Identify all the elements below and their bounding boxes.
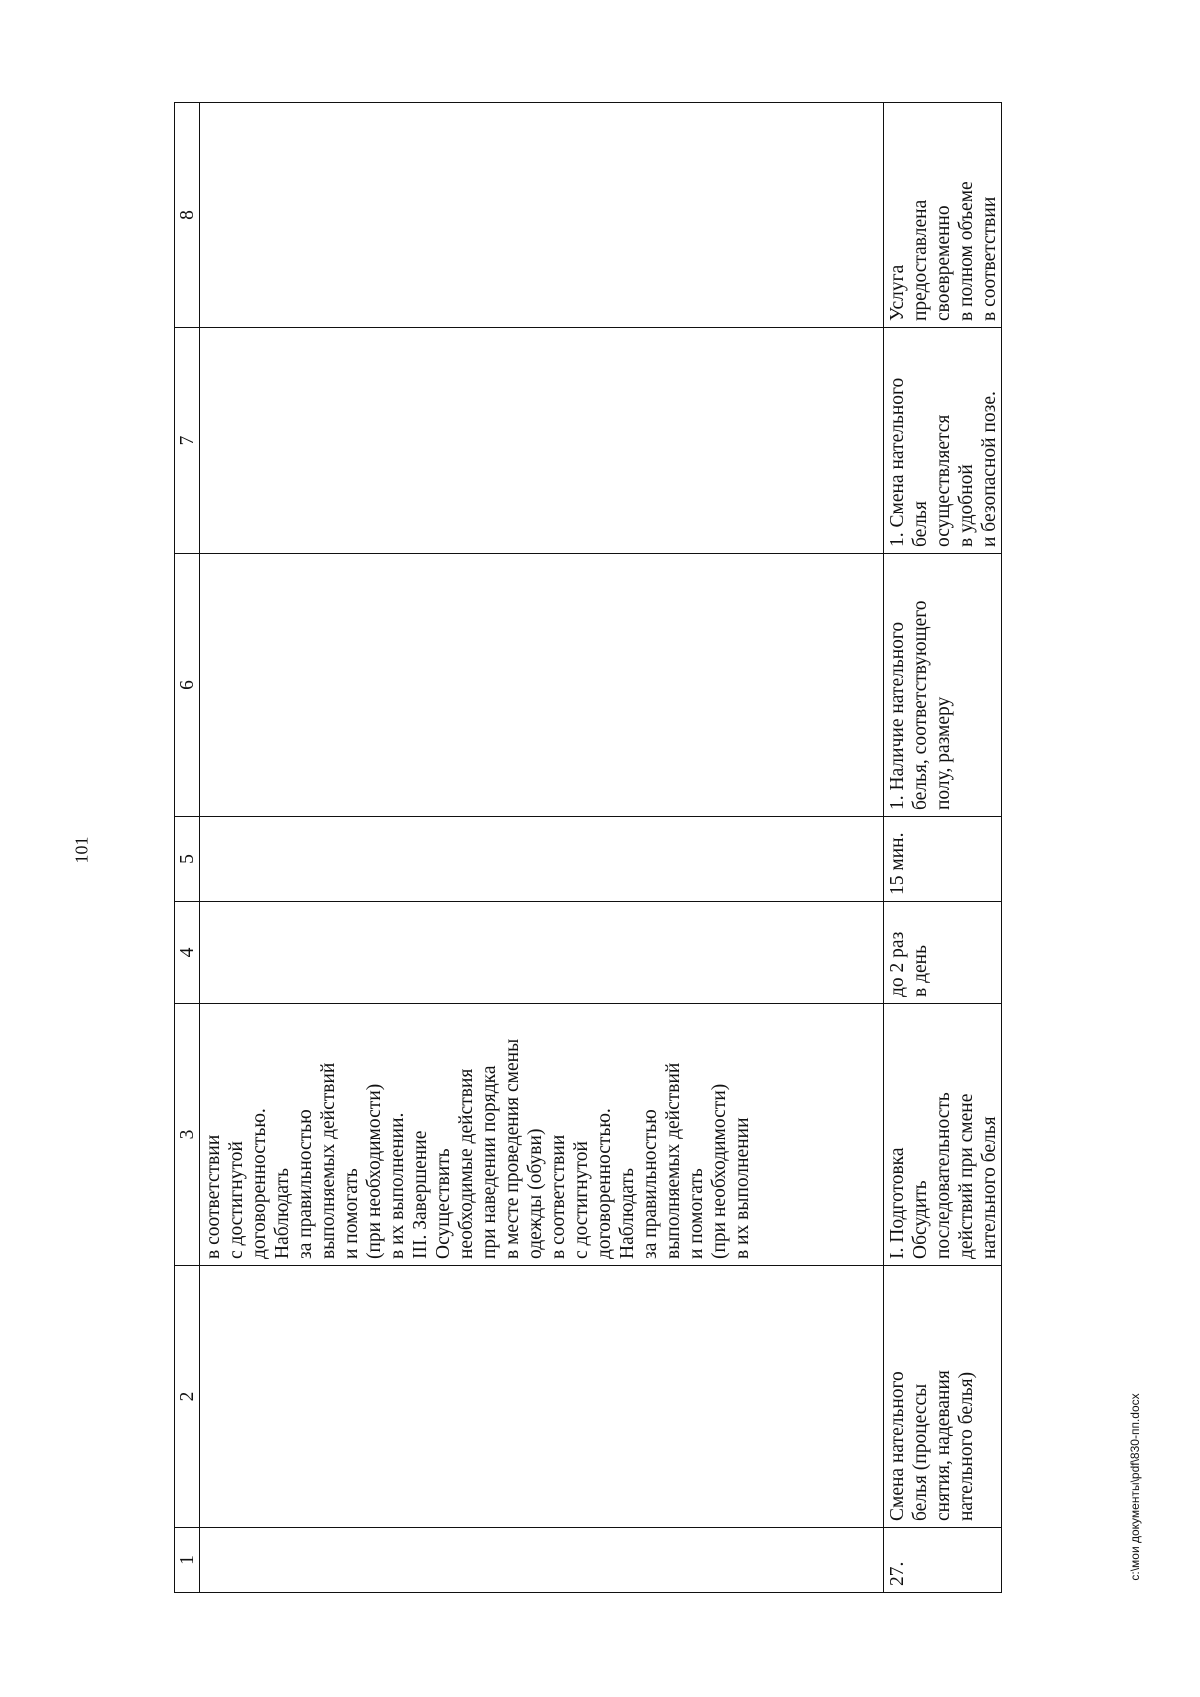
cell-text-line: и помогать [686, 1168, 707, 1259]
cell-text-line: необходимые действия [456, 1068, 477, 1259]
cell-text-line: и помогать [341, 1168, 362, 1259]
cell-text-line: Осуществить [433, 1148, 454, 1259]
col-header-1: 1 [175, 1528, 200, 1593]
cell-text-line: осуществляется [933, 414, 954, 547]
cont-cell-4 [200, 902, 884, 1004]
document-path-footer: c:\мои документы\pdf\830-пп.docx [1128, 1393, 1142, 1581]
cell-text-line: за правильностью [640, 1109, 661, 1259]
cell-text-line: (при необходимости) [709, 1083, 730, 1259]
cont-cell-3 [200, 1004, 884, 1266]
cell-text-line: одежды (обуви) [525, 1128, 546, 1259]
col-header-5: 5 [175, 817, 200, 902]
cell-text-line: последовательность [933, 1092, 954, 1259]
table-row-27 [884, 103, 1002, 1593]
cell-text-line: белья, соответствующего [910, 600, 931, 810]
cell-text-line: снятия, надевания [933, 1370, 954, 1521]
cell-text-line: 15 мин. [887, 832, 908, 895]
cell-text-line: (при необходимости) [364, 1083, 385, 1259]
cell-text-line: нательного белья) [956, 1371, 977, 1521]
cell-text-line: предоставлена [910, 199, 931, 321]
col-header-3: 3 [175, 1004, 200, 1266]
cell-text-line: Смена нательного [887, 1371, 908, 1521]
conditions-cell [884, 554, 1002, 817]
service-content-cell [884, 1004, 1002, 1266]
cell-text-line: в полном объеме [956, 181, 977, 321]
cell-text-line: в их выполнении. [387, 1112, 408, 1259]
cont-cell-5 [200, 817, 884, 902]
cell-text-line: в их выполнении [732, 1117, 753, 1259]
column-number-row [175, 103, 200, 1593]
services-table-rotated [174, 103, 1000, 1593]
cont-cell-2 [200, 1266, 884, 1528]
cell-text-line: в месте проведения смены [502, 1038, 523, 1259]
cell-text-line: нательного белья [979, 1116, 1000, 1259]
cell-text-line: в соответствии [548, 1134, 569, 1259]
cell-text-line: белья (процессы [910, 1383, 931, 1521]
cell-text-line: Услуга [887, 264, 908, 321]
col-header-6: 6 [175, 554, 200, 817]
cell-text-line: в соответствии [979, 196, 1000, 321]
duration-cell [884, 817, 1002, 902]
cont-cell-6 [200, 554, 884, 817]
cell-text-line: в соответствии [203, 1134, 224, 1259]
col-header-4: 4 [175, 902, 200, 1004]
cell-text-line: своевременно [933, 205, 954, 321]
cell-text-line: и безопасной позе. [979, 391, 1000, 547]
services-table [174, 102, 1002, 1593]
item-number-cell: 27. [884, 1528, 1002, 1593]
cell-text-line: договоренностью. [594, 1108, 615, 1259]
col-header-2: 2 [175, 1266, 200, 1528]
cell-text-line: 1. Наличие нательного [887, 621, 908, 810]
cont-cell-1 [200, 1528, 884, 1593]
cell-text-line: выполняемых действий [318, 1062, 339, 1259]
cell-text-line: за правильностью [295, 1109, 316, 1259]
col-header-7: 7 [175, 328, 200, 554]
col-header-8: 8 [175, 103, 200, 328]
cell-text-line: с достигнутой [571, 1141, 592, 1259]
cell-text-line: I. Подготовка [887, 1147, 908, 1259]
evaluation-cell [884, 103, 1002, 328]
cell-text-line: выполняемых действий [663, 1062, 684, 1259]
cell-text-line: договоренностью. [249, 1108, 270, 1259]
cell-text-line: полу, размеру [933, 696, 954, 810]
quality-indicators-cell [884, 328, 1002, 554]
cell-text-line: 1. Смена нательного [887, 377, 908, 547]
cell-text-line: III. Завершение [410, 1130, 431, 1259]
cell-text-line: с достигнутой [226, 1141, 247, 1259]
cell-text-line: Обсудить [910, 1180, 931, 1259]
cell-text-line: при наведении порядка [479, 1065, 500, 1259]
cell-text-line: Наблюдать [272, 1168, 293, 1259]
cell-text-line: Наблюдать [617, 1168, 638, 1259]
page-number: 101 [71, 836, 92, 864]
cont-cell-7 [200, 328, 884, 554]
cell-text-line: до 2 раз [887, 931, 908, 997]
cell-text-line: действий при смене [956, 1093, 977, 1259]
cell-text-line: белья [910, 501, 931, 547]
service-name-cell [884, 1266, 1002, 1528]
frequency-cell [884, 902, 1002, 1004]
cont-cell-8 [200, 103, 884, 328]
cell-text-line: в удобной [956, 464, 977, 547]
cell-text-line: в день [910, 945, 931, 997]
continuation-row [200, 103, 884, 1593]
